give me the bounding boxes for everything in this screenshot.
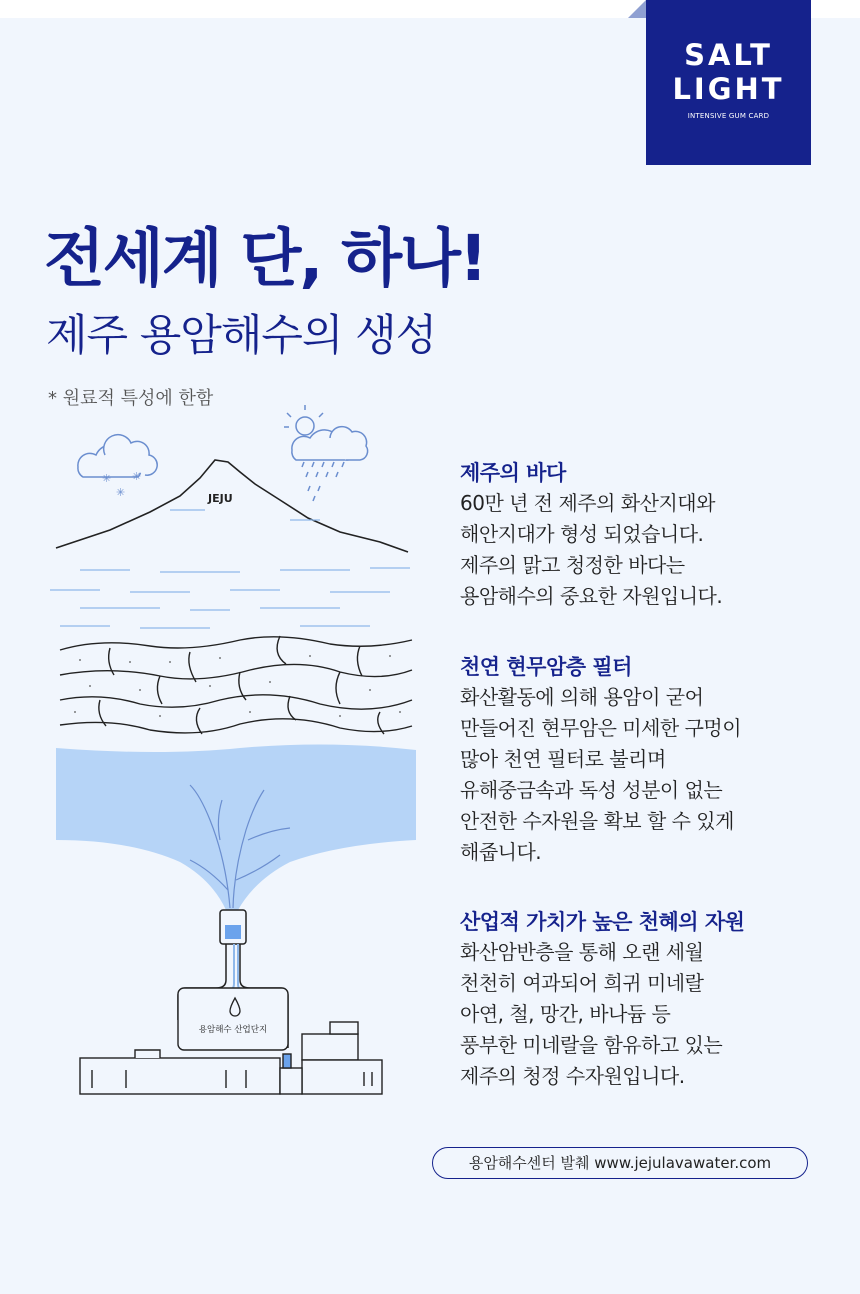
brand-line-1: SALT bbox=[684, 38, 773, 72]
section-title: 산업적 가치가 높은 천혜의 자원 bbox=[460, 910, 745, 934]
footnote: * 원료적 특성에 한함 bbox=[48, 388, 214, 409]
sun-icon bbox=[284, 405, 323, 435]
badge-fold-corner bbox=[628, 0, 646, 18]
page-title: 전세계 단, 하나! bbox=[44, 222, 486, 295]
section-body: 화산암반층을 통해 오랜 세월 천천히 여과되어 희귀 미네랄 아연, 철, 망간, 바나듐 등 풍부한 미네랄을 함유하고 있는 제주의 청정 수자원입니다. bbox=[460, 940, 723, 1088]
brand-badge bbox=[646, 0, 811, 165]
section-title: 천연 현무암층 필터 bbox=[460, 655, 632, 679]
brand-line-2: LIGHT bbox=[672, 72, 785, 106]
mountain-label: JEJU bbox=[208, 492, 233, 505]
section-jeju-sea bbox=[460, 458, 850, 612]
source-link-pill[interactable]: 용암해수센터 발췌 www.jejulavawater.com bbox=[432, 1147, 808, 1179]
plant-box bbox=[178, 988, 288, 1050]
rain-icon bbox=[302, 462, 344, 501]
section-industrial-value bbox=[460, 907, 850, 1092]
svg-text:✳: ✳ bbox=[102, 472, 112, 485]
sea-waves bbox=[50, 510, 410, 628]
cloud-icon-left bbox=[78, 435, 157, 477]
pump-water bbox=[225, 925, 241, 939]
section-body: 화산활동에 의해 용암이 굳어 만들어진 현무암은 미세한 구멍이 많아 천연 필터로 불리며 유해중금속과 독성 성분이 없는 안전한 수자원을 확보 할 수 있게 해줍니다. bbox=[460, 685, 742, 864]
page-subtitle: 제주 용암해수의 생성 bbox=[46, 311, 437, 361]
section-title: 제주의 바다 bbox=[460, 461, 566, 485]
brand-tagline: INTENSIVE GUM CARD bbox=[687, 112, 770, 120]
section-basalt-filter bbox=[460, 652, 850, 868]
lava-seawater-illustration bbox=[40, 400, 430, 1100]
svg-text:✳: ✳ bbox=[132, 470, 142, 483]
groundwater bbox=[56, 744, 416, 910]
plant-label: 용암해수 산업단지 bbox=[198, 1025, 268, 1035]
svg-text:✳: ✳ bbox=[116, 486, 126, 499]
section-body: 60만 년 전 제주의 화산지대와 해안지대가 형성 되었습니다. 제주의 맑고 청정한 바다는 용암해수의 중요한 자원입니다. bbox=[460, 491, 723, 608]
